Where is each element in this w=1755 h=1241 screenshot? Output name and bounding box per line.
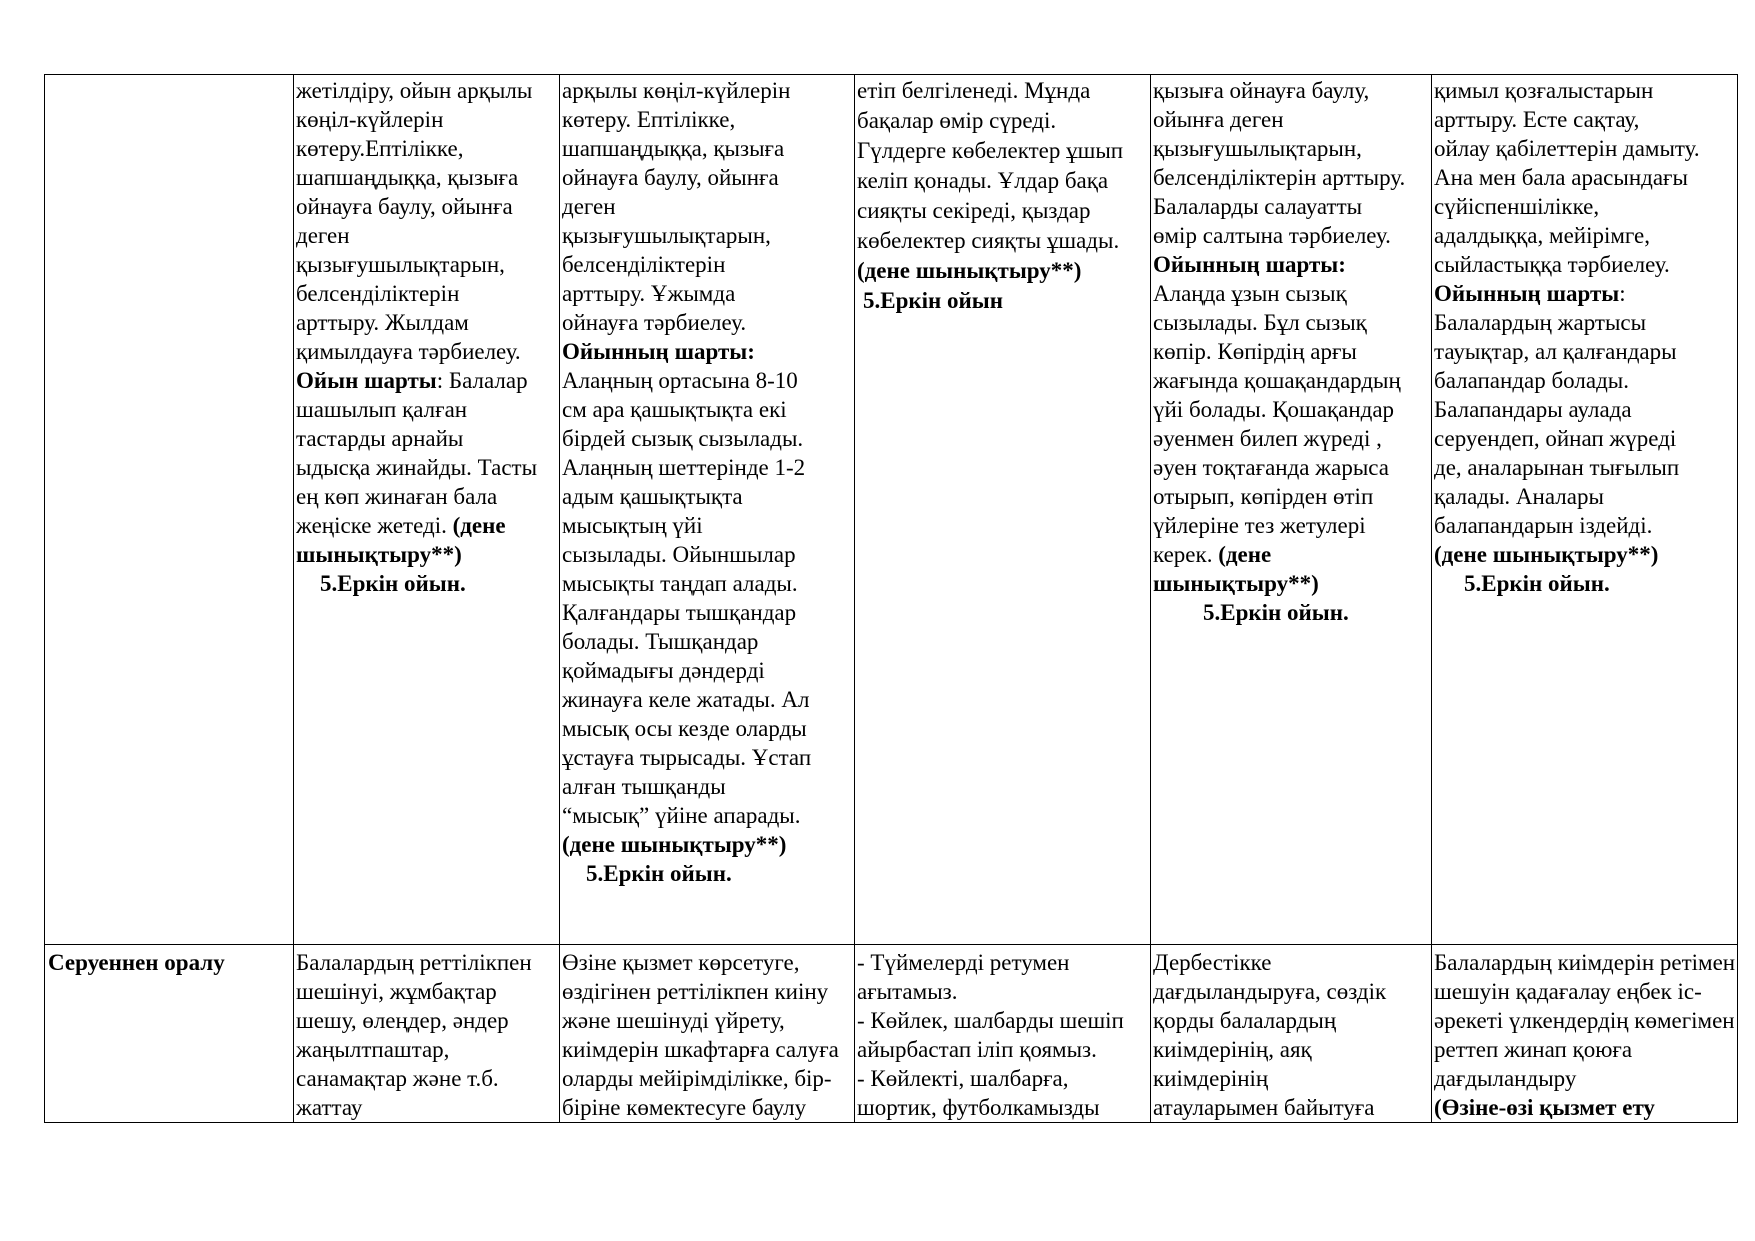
- table-cell: [296, 948, 558, 1120]
- row-label: Серуеннен оралу: [48, 950, 225, 975]
- cell-text: жеңіске жетеді.: [296, 513, 453, 538]
- free-play-line: [562, 859, 853, 888]
- cell-line: балапандар болады.: [1434, 368, 1629, 393]
- column-divider: [854, 74, 855, 1123]
- cell-line: Балалардың киімдерін ретімен: [1434, 950, 1736, 975]
- table-cell: [1434, 948, 1736, 1120]
- game-rule-label: Ойын шарты: [296, 368, 437, 393]
- cell-line: үйі болады. Қошақандар: [1153, 397, 1395, 422]
- cell-line: Қалғандары тышқандар: [562, 600, 797, 625]
- cell-line: Балалардың жартысы: [1434, 310, 1647, 335]
- cell-line: шапшаңдыққа, қызыға: [296, 165, 519, 190]
- cell-line: деген: [296, 223, 350, 248]
- free-play-label: 5.Еркін ойын.: [586, 861, 732, 886]
- cell-line: - Көйлек, шалбарды шешіп: [857, 1008, 1124, 1033]
- cell-line: Дербестікке: [1153, 950, 1272, 975]
- cell-line: әуенмен билеп жүреді ,: [1153, 426, 1382, 451]
- cell-line: ойлау қабілеттерін дамыту.: [1434, 136, 1700, 161]
- free-play-line: [1153, 598, 1430, 627]
- cell-line: [296, 511, 558, 540]
- free-play-line: [857, 286, 1149, 316]
- cell-line: шапшаңдыққа, қызыға: [562, 136, 785, 161]
- cell-line: арттыру. Жылдам: [296, 310, 469, 335]
- game-rule-label: Ойынның шарты:: [562, 339, 755, 364]
- cell-line: см ара қашықтықта екі: [562, 397, 787, 422]
- cell-line: тауықтар, ал қалғандары: [1434, 339, 1677, 364]
- cell-line: Гүлдерге көбелектер ұшып: [857, 138, 1124, 163]
- activity-tag: шынықтыру**): [296, 542, 462, 567]
- cell-line: ұстауға тырысады. Ұстап: [562, 745, 812, 770]
- cell-line: сыйластыққа тәрбиелеу.: [1434, 252, 1670, 277]
- free-play-line: [1434, 569, 1736, 598]
- cell-line: шешуін қадағалау еңбек іс-: [1434, 979, 1702, 1004]
- row-divider: [44, 944, 1738, 945]
- cell-line: деген: [562, 194, 616, 219]
- cell-line: көңіл-күйлерін: [296, 107, 444, 132]
- cell-line: қоймадығы дәндерді: [562, 658, 765, 683]
- cell-line: ағытамыз.: [857, 979, 958, 1004]
- free-play-label: 5.Еркін ойын.: [1203, 600, 1349, 625]
- column-divider: [293, 74, 294, 1123]
- cell-line: сызылады. Ойыншылар: [562, 542, 796, 567]
- cell-line: қызығушылықтарын,: [296, 252, 505, 277]
- cell-line: киімдерінің: [1153, 1066, 1269, 1091]
- cell-line: атауларымен байытуға: [1153, 1095, 1375, 1120]
- column-divider: [44, 74, 45, 1123]
- activity-tag: (дене: [1218, 542, 1272, 567]
- activity-tag: шынықтыру**): [1153, 571, 1319, 596]
- game-rule-label: Ойынның шарты:: [1153, 252, 1346, 277]
- cell-line: ыдысқа жинайды. Тасты: [296, 455, 538, 480]
- cell-line: сүйіспеншілікке,: [1434, 194, 1600, 219]
- cell-line: киімдерінің, аяқ: [1153, 1037, 1312, 1062]
- cell-line: болады. Тышқандар: [562, 629, 759, 654]
- cell-line: көбелектер сияқты ұшады.: [857, 228, 1120, 253]
- cell-text: керек.: [1153, 542, 1219, 567]
- table-cell: [1153, 76, 1430, 627]
- table-cell: [562, 76, 853, 888]
- cell-line: тастарды арнайы: [296, 426, 464, 451]
- cell-line: - Көйлекті, шалбарға,: [857, 1066, 1069, 1091]
- cell-line: белсенділіктерін: [296, 281, 460, 306]
- cell-text: : Балалар: [436, 368, 528, 393]
- cell-line: көпір. Көпірдің арғы: [1153, 339, 1357, 364]
- cell-line: отырып, көпірден өтіп: [1153, 484, 1374, 509]
- cell-line: Өзіне қызмет көрсетуге,: [562, 950, 800, 975]
- cell-line: әуен тоқтағанда жарыса: [1153, 455, 1389, 480]
- cell-line: айырбастап іліп қоямыз.: [857, 1037, 1097, 1062]
- column-divider: [1737, 74, 1738, 1123]
- cell-line: оларды мейірімділікке, бір-: [562, 1066, 832, 1091]
- cell-line: Алаңның ортасына 8-10: [562, 368, 798, 393]
- game-rule-label: Ойынның шарты: [1434, 281, 1620, 306]
- column-divider: [559, 74, 560, 1123]
- cell-line: серуендеп, ойнап жүреді: [1434, 426, 1677, 451]
- cell-line: етіп белгіленеді. Мұнда: [857, 78, 1091, 103]
- cell-line: дағдыландыру: [1434, 1066, 1577, 1091]
- activity-tag: (Өзіне-өзі қызмет ету: [1434, 1095, 1655, 1120]
- free-play-label: 5.Еркін ойын: [863, 288, 1003, 313]
- cell-line: шешу, өлеңдер, әндер: [296, 1008, 509, 1033]
- cell-line: Балапандары аулада: [1434, 397, 1632, 422]
- cell-line: ойынға деген: [1153, 107, 1284, 132]
- free-play-label: 5.Еркін ойын.: [320, 571, 466, 596]
- cell-line: шортик, футболкамызды: [857, 1095, 1100, 1120]
- cell-line: санамақтар және т.б.: [296, 1066, 499, 1091]
- table-cell: [296, 76, 558, 598]
- cell-line: жаңылтпаштар,: [296, 1037, 450, 1062]
- cell-line: өздігінен реттілікпен киіну: [562, 979, 829, 1004]
- column-divider: [1431, 74, 1432, 1123]
- cell-line: біріне көмектесуге баулу: [562, 1095, 807, 1120]
- cell-line: сызылады. Бұл сызық: [1153, 310, 1367, 335]
- cell-line: бірдей сызық сызылады.: [562, 426, 804, 451]
- cell-line: де, аналарынан тығылып: [1434, 455, 1680, 480]
- table-top-border: [44, 74, 1738, 75]
- cell-line: реттеп жинап қоюға: [1434, 1037, 1633, 1062]
- cell-line: жинауға келе жатады. Ал: [562, 687, 810, 712]
- cell-line: қимылдауға тәрбиелеу.: [296, 339, 521, 364]
- cell-line: Балаларды салауатты: [1153, 194, 1363, 219]
- column-divider: [1150, 74, 1151, 1123]
- cell-line: сияқты секіреді, қыздар: [857, 198, 1091, 223]
- cell-line: “мысық” үйіне апарады.: [562, 803, 801, 828]
- cell-line: қызыға ойнауға баулу,: [1153, 78, 1370, 103]
- cell-line: үйлеріне тез жетулері: [1153, 513, 1366, 538]
- cell-line: қимыл қозғалыстарын: [1434, 78, 1654, 103]
- activity-tag: (дене шынықтыру**): [857, 258, 1082, 283]
- cell-line: арттыру. Ұжымда: [562, 281, 736, 306]
- cell-line: мысықты таңдап алады.: [562, 571, 798, 596]
- cell-line: өмір салтына тәрбиелеу.: [1153, 223, 1391, 248]
- cell-line: белсенділіктерін арттыру.: [1153, 165, 1406, 190]
- cell-line: жаттау: [296, 1095, 363, 1120]
- cell-line: - Түймелерді ретумен: [857, 950, 1070, 975]
- cell-line: ойнауға баулу, ойынға: [296, 194, 513, 219]
- cell-line: ойнауға тәрбиелеу.: [562, 310, 747, 335]
- cell-line: [1153, 540, 1430, 569]
- cell-line: белсенділіктерін: [562, 252, 726, 277]
- table-cell: [562, 948, 853, 1120]
- cell-line: бақалар өмір сүреді.: [857, 108, 1057, 133]
- cell-line: көтеру. Ептілікке,: [562, 107, 736, 132]
- cell-line: қызығушылықтарын,: [562, 223, 771, 248]
- cell-line: Алаңда ұзын сызық: [1153, 281, 1347, 306]
- cell-line: жағында қошақандардың: [1153, 368, 1401, 393]
- table-bottom-border: [44, 1122, 1738, 1123]
- game-rule-line: [1434, 279, 1736, 308]
- free-play-label: 5.Еркін ойын.: [1464, 571, 1610, 596]
- table-cell: [1434, 76, 1736, 598]
- activity-tag: (дене: [452, 513, 506, 538]
- cell-line: Ана мен бала арасындағы: [1434, 165, 1688, 190]
- cell-line: ойнауға баулу, ойынға: [562, 165, 779, 190]
- cell-line: шашылып қалған: [296, 397, 468, 422]
- table-cell: [1153, 948, 1430, 1120]
- cell-line: мысық осы кезде оларды: [562, 716, 807, 741]
- cell-line: қызығушылықтарын,: [1153, 136, 1362, 161]
- activity-tag: (дене шынықтыру**): [1434, 542, 1659, 567]
- cell-line: келіп қонады. Ұлдар бақа: [857, 168, 1109, 193]
- cell-line: жетілдіру, ойын арқылы: [296, 78, 533, 103]
- cell-line: адым қашықтықта: [562, 484, 743, 509]
- cell-line: алған тышқанды: [562, 774, 726, 799]
- cell-line: және шешінуді үйрету,: [562, 1008, 785, 1033]
- free-play-line: [296, 569, 558, 598]
- cell-line: арттыру. Есте сақтау,: [1434, 107, 1640, 132]
- cell-line: әрекеті үлкендердің көмегімен: [1434, 1008, 1735, 1033]
- cell-line: қорды балалардың: [1153, 1008, 1337, 1033]
- cell-line: дағдыландыруға, сөздік: [1153, 979, 1387, 1004]
- table-cell: [857, 948, 1149, 1120]
- activity-table: [44, 74, 1738, 1123]
- cell-line: көтеру.Ептілікке,: [296, 136, 464, 161]
- activity-tag: (дене шынықтыру**): [562, 832, 787, 857]
- cell-line: киімдерін шкафтарға салуға: [562, 1037, 839, 1062]
- cell-text: :: [1619, 281, 1626, 306]
- cell-line: мысықтың үйі: [562, 513, 703, 538]
- cell-line: ең көп жинаған бала: [296, 484, 498, 509]
- cell-line: балапандарын іздейді.: [1434, 513, 1653, 538]
- cell-line: шешінуі, жұмбақтар: [296, 979, 497, 1004]
- cell-line: Балалардың реттілікпен: [296, 950, 532, 975]
- game-rule-line: [296, 366, 558, 395]
- cell-line: адалдыққа, мейірімге,: [1434, 223, 1651, 248]
- cell-line: Алаңның шеттерінде 1-2: [562, 455, 806, 480]
- cell-line: қалады. Аналары: [1434, 484, 1604, 509]
- cell-line: арқылы көңіл-күйлерін: [562, 78, 791, 103]
- table-cell: [857, 76, 1149, 316]
- row-label-cell: [48, 948, 291, 977]
